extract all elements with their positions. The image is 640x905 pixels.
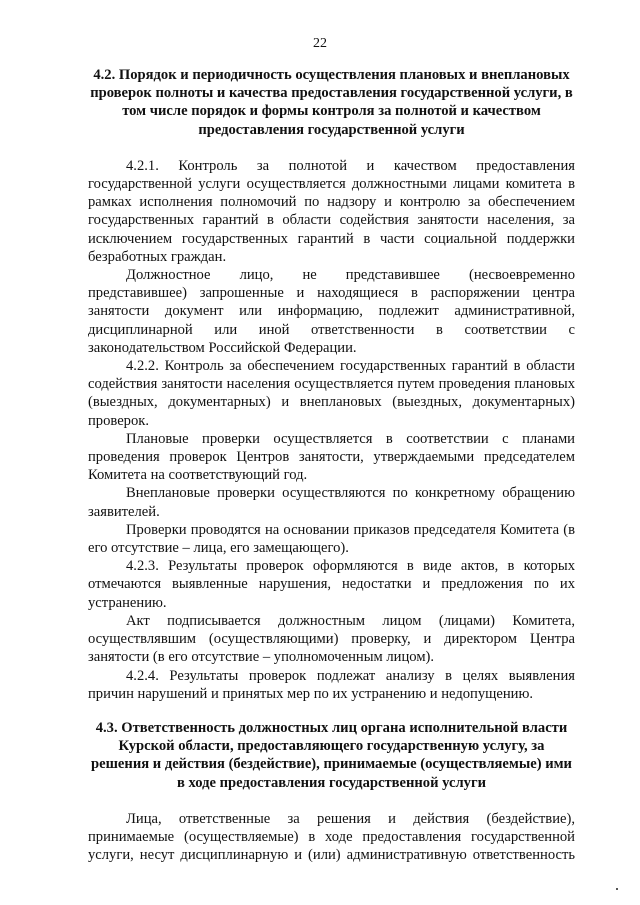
page-number: 22 xyxy=(313,36,327,51)
paragraph-4-2-4: 4.2.4. Результаты проверок подлежат анализу в целях выявления причин нарушений и принятых мер по их устранению и недопущению. xyxy=(88,667,575,702)
paragraph-4-2-2: 4.2.2. Контроль за обеспечением государственных гарантий в области содействия занятости населения осуществляется путем проведения плановых (выездных, документарных) и внеплановых (выездных, документарных) проверок. xyxy=(88,358,575,429)
paragraph-act-signing: Акт подписывается должностным лицом (лицами) Комитета, осуществлявшим (осуществляющими) проверку, и директором Центра занятости (в его отсутствие – уполномоченным лицом). xyxy=(88,612,575,666)
paragraph-4-2-3: 4.2.3. Результаты проверок оформляются в виде актов, в которых отмечаются выявленные нарушения, недостатки и предложения по их устранению. xyxy=(88,558,575,611)
paragraph-official-liability: Должностное лицо, не представившее (несвоевременно представившее) запрошенные и находящиеся в распоряжении центра занятости документ или информацию, подлежит административной, дисциплинарной или иной ответственности в соответствии с законодательством Российской Федерации. xyxy=(88,267,575,356)
section-heading-4-2: 4.2. Порядок и периодичность осуществления плановых и внеплановых проверок полноты и качества предоставления государственной услуги, в том числе порядок и формы контроля за полнотой и качеством предоставления государственной услуги xyxy=(90,67,573,138)
paragraph-planned-inspections: Плановые проверки осуществляется в соответствии с планами проведения проверок Центров занятости, утверждаемыми председателем Комитета на соответствующий год. xyxy=(88,430,575,484)
paragraph-unplanned-inspections: Внеплановые проверки осуществляются по конкретному обращению заявителей. xyxy=(88,485,575,520)
paragraph-responsible-persons: Лица, ответственные за решения и действия (бездействие), принимаемые (осуществляемые) в ходе предоставления государственной услуги, несут дисциплинарную и (или) административную ответственность xyxy=(88,810,575,864)
document-body xyxy=(88,66,575,864)
paragraph-inspection-orders: Проверки проводятся на основании приказов председателя Комитета (в его отсутствие – лица, его замещающего). xyxy=(88,521,575,557)
section-heading-4-3: 4.3. Ответственность должностных лиц органа исполнительной власти Курской области, предоставляющего государственную услугу, за решения и действия (бездействие), принимаемые (осуществляемые) ими в ходе предоставления государственной услуги xyxy=(91,719,572,791)
paragraph-4-2-1: 4.2.1. Контроль за полнотой и качеством предоставления государственной услуги осуществляется должностными лицами комитета в рамках исполнения полномочий по надзору и контролю за обеспечением государственных гарантий в области содействия занятости населения, за исключением государственных гарантий в части социальной поддержки безработных граждан. xyxy=(88,157,575,265)
scan-mark xyxy=(616,888,618,890)
